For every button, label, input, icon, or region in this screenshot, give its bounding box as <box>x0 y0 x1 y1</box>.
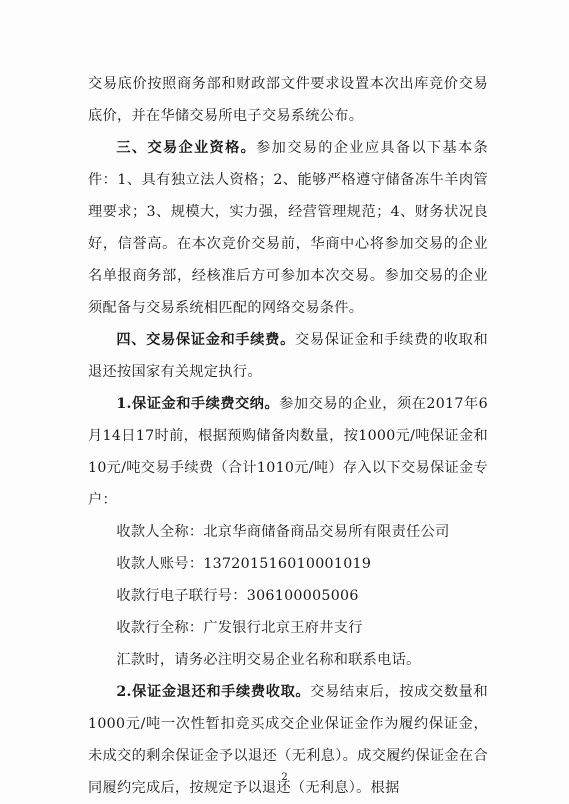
subheading-deposit-refund: 2.保证金退还和手续费收取。 <box>116 684 311 700</box>
section-heading-qualification: 三、交易企业资格。 <box>116 140 257 156</box>
document-body <box>88 68 488 804</box>
section-text-deposit: 交易保证金和手续费的收取和退还按国家有关规定执行。 <box>88 332 488 380</box>
page-number: 2 <box>281 772 288 783</box>
bank-name-line: 收款行全称：广发银行北京王府井支行 <box>116 620 363 636</box>
subheading-deposit-payment: 1.保证金和手续费交纳。 <box>116 396 280 412</box>
paragraph-enterprise-qualification <box>88 132 488 324</box>
remittance-note-line: 汇款时，请务必注明交易企业名称和联系电话。 <box>116 652 421 668</box>
bank-code-line: 收款行电子联行号：306100005006 <box>116 588 359 604</box>
paragraph-deposit-refund <box>88 676 488 804</box>
section-heading-deposit: 四、交易保证金和手续费。 <box>116 332 295 348</box>
subtext-deposit-refund: 交易结束后，按成交数量和1000元/吨一次性暂扣竞买成交企业保证金作为履约保证金，未成交的剩余保证金予以退还（无利息）。成交履约保证金在合同履约完成后，按规定予以退还（无利息）。根据 <box>88 684 488 796</box>
subtext-deposit-payment: 参加交易的企业，须在2017年6月14日17时前，根据预购储备肉数量，按1000元/吨保证金和10元/吨交易手续费（合计1010元/吨）存入以下交易保证金专户： <box>88 396 488 508</box>
section-text-qualification: 参加交易的企业应具备以下基本条件：1、具有独立法人资格；2、能够严格遵守储备冻牛羊肉管理要求；3、规模大，实力强，经营管理规范；4、财务状况良好，信誉高。在本次竞价交易前，华商中心将参加交易的企业名单报商务部，经核准后方可参加本次交易。参加交易的企业须配备与交易系统相匹配的网络交易条件。 <box>88 140 488 316</box>
payee-account-line: 收款人账号：137201516010001019 <box>116 556 372 572</box>
paragraph-deposit-payment <box>88 388 488 516</box>
paragraph-deposit-fee <box>88 324 488 388</box>
paragraph-reserve-price: 交易底价按照商务部和财政部文件要求设置本次出库竞价交易底价，并在华储交易所电子交易系统公布。 <box>88 76 488 124</box>
payee-name-line: 收款人全称：北京华商储备商品交易所有限责任公司 <box>116 524 450 540</box>
